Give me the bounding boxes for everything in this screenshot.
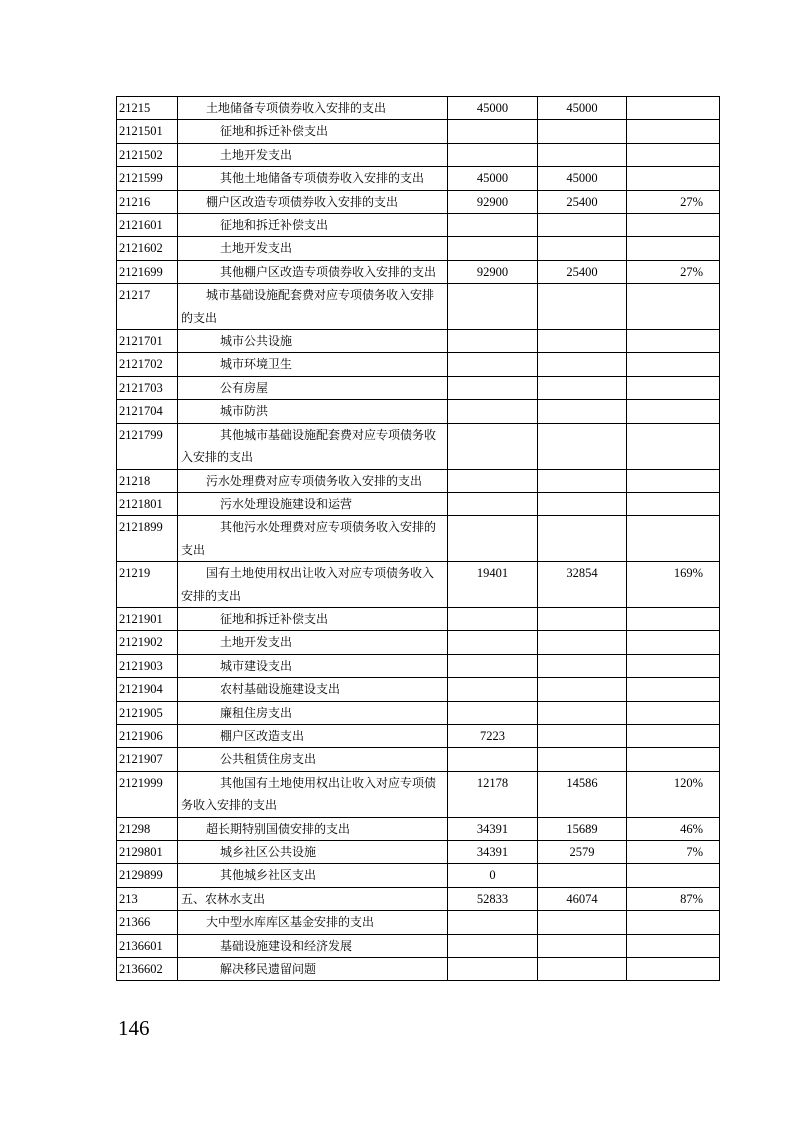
item-name-cell: 污水处理设施建设和运营	[178, 492, 448, 515]
percent-cell	[627, 237, 720, 260]
code-cell: 21219	[117, 562, 178, 608]
table-row	[117, 353, 720, 376]
page-number: 146	[118, 1016, 150, 1040]
code-cell: 2136601	[117, 934, 178, 957]
item-name-cell: 其他国有土地使用权出让收入对应专项债务收入安排的支出	[178, 771, 448, 817]
table-row	[117, 771, 720, 817]
table-row	[117, 284, 720, 330]
actual-value-cell	[538, 330, 627, 353]
code-cell: 2121699	[117, 260, 178, 283]
actual-value-cell	[538, 724, 627, 747]
actual-value-cell: 45000	[538, 97, 627, 120]
item-name-cell: 大中型水库库区基金安排的支出	[178, 911, 448, 934]
budget-value-cell	[448, 284, 538, 330]
table-row	[117, 631, 720, 654]
budget-value-cell: 92900	[448, 260, 538, 283]
code-cell: 21298	[117, 817, 178, 840]
budget-value-cell: 34391	[448, 817, 538, 840]
percent-cell	[627, 701, 720, 724]
code-cell: 2121502	[117, 143, 178, 166]
percent-cell	[627, 143, 720, 166]
actual-value-cell	[538, 748, 627, 771]
item-name-cell: 城市环境卫生	[178, 353, 448, 376]
budget-value-cell	[448, 120, 538, 143]
item-name-cell: 解决移民遗留问题	[178, 958, 448, 981]
budget-value-cell	[448, 353, 538, 376]
actual-value-cell	[538, 143, 627, 166]
table-row	[117, 864, 720, 887]
table-row	[117, 748, 720, 771]
percent-cell	[627, 748, 720, 771]
item-name-cell: 棚户区改造专项债券收入安排的支出	[178, 190, 448, 213]
budget-value-cell	[448, 400, 538, 423]
table-row	[117, 654, 720, 677]
budget-value-cell	[448, 469, 538, 492]
table-row	[117, 841, 720, 864]
code-cell: 2121904	[117, 678, 178, 701]
budget-value-cell	[448, 143, 538, 166]
actual-value-cell: 25400	[538, 260, 627, 283]
percent-cell	[627, 678, 720, 701]
item-name-cell: 征地和拆迁补偿支出	[178, 120, 448, 143]
item-name-cell: 土地储备专项债券收入安排的支出	[178, 97, 448, 120]
budget-value-cell	[448, 654, 538, 677]
code-cell: 21216	[117, 190, 178, 213]
percent-cell	[627, 492, 720, 515]
budget-value-cell	[448, 958, 538, 981]
budget-value-cell	[448, 701, 538, 724]
budget-value-cell	[448, 911, 538, 934]
budget-value-cell: 45000	[448, 167, 538, 190]
code-cell: 2121905	[117, 701, 178, 724]
table-row	[117, 911, 720, 934]
actual-value-cell	[538, 654, 627, 677]
code-cell: 2121701	[117, 330, 178, 353]
percent-cell	[627, 654, 720, 677]
code-cell: 2121902	[117, 631, 178, 654]
table-row	[117, 887, 720, 910]
percent-cell	[627, 120, 720, 143]
item-name-cell: 基础设施建设和经济发展	[178, 934, 448, 957]
actual-value-cell: 14586	[538, 771, 627, 817]
table-row	[117, 516, 720, 562]
actual-value-cell: 32854	[538, 562, 627, 608]
percent-cell	[627, 353, 720, 376]
actual-value-cell	[538, 631, 627, 654]
percent-cell: 7%	[627, 841, 720, 864]
actual-value-cell	[538, 492, 627, 515]
item-name-cell: 其他城乡社区支出	[178, 864, 448, 887]
item-name-cell: 其他土地储备专项债券收入安排的支出	[178, 167, 448, 190]
budget-value-cell: 19401	[448, 562, 538, 608]
budget-value-cell	[448, 516, 538, 562]
percent-cell	[627, 423, 720, 469]
table-row	[117, 120, 720, 143]
table-row	[117, 376, 720, 399]
item-name-cell: 其他污水处理费对应专项债务收入安排的支出	[178, 516, 448, 562]
item-name-cell: 廉租住房支出	[178, 701, 448, 724]
item-name-cell: 征地和拆迁补偿支出	[178, 214, 448, 237]
code-cell: 213	[117, 887, 178, 910]
item-name-cell: 其他城市基础设施配套费对应专项债务收入安排的支出	[178, 423, 448, 469]
budget-value-cell: 45000	[448, 97, 538, 120]
code-cell: 21366	[117, 911, 178, 934]
actual-value-cell	[538, 864, 627, 887]
percent-cell	[627, 724, 720, 747]
item-name-cell: 公共租赁住房支出	[178, 748, 448, 771]
code-cell: 21217	[117, 284, 178, 330]
actual-value-cell	[538, 376, 627, 399]
table-row	[117, 260, 720, 283]
code-cell: 2121999	[117, 771, 178, 817]
table-body	[117, 97, 720, 981]
percent-cell: 27%	[627, 190, 720, 213]
item-name-cell: 城市防洪	[178, 400, 448, 423]
actual-value-cell	[538, 469, 627, 492]
code-cell: 2121903	[117, 654, 178, 677]
budget-value-cell: 34391	[448, 841, 538, 864]
actual-value-cell	[538, 353, 627, 376]
table-row	[117, 167, 720, 190]
percent-cell	[627, 214, 720, 237]
table-row	[117, 469, 720, 492]
percent-cell	[627, 958, 720, 981]
table-row	[117, 817, 720, 840]
table-row	[117, 678, 720, 701]
item-name-cell: 城乡社区公共设施	[178, 841, 448, 864]
percent-cell	[627, 631, 720, 654]
table-row	[117, 724, 720, 747]
budget-value-cell: 92900	[448, 190, 538, 213]
budget-value-cell	[448, 678, 538, 701]
budget-value-cell	[448, 330, 538, 353]
actual-value-cell	[538, 934, 627, 957]
actual-value-cell: 15689	[538, 817, 627, 840]
actual-value-cell	[538, 423, 627, 469]
actual-value-cell: 46074	[538, 887, 627, 910]
item-name-cell: 土地开发支出	[178, 237, 448, 260]
table-row	[117, 423, 720, 469]
table-row	[117, 400, 720, 423]
percent-cell: 120%	[627, 771, 720, 817]
table-row	[117, 190, 720, 213]
actual-value-cell	[538, 120, 627, 143]
percent-cell	[627, 911, 720, 934]
code-cell: 2129801	[117, 841, 178, 864]
item-name-cell: 五、农林水支出	[178, 887, 448, 910]
percent-cell	[627, 284, 720, 330]
actual-value-cell	[538, 214, 627, 237]
code-cell: 2121901	[117, 607, 178, 630]
budget-value-cell: 7223	[448, 724, 538, 747]
code-cell: 2121702	[117, 353, 178, 376]
actual-value-cell: 2579	[538, 841, 627, 864]
percent-cell: 27%	[627, 260, 720, 283]
budget-value-cell	[448, 934, 538, 957]
percent-cell	[627, 516, 720, 562]
table-row	[117, 934, 720, 957]
budget-value-cell	[448, 607, 538, 630]
item-name-cell: 城市公共设施	[178, 330, 448, 353]
actual-value-cell	[538, 701, 627, 724]
percent-cell	[627, 469, 720, 492]
code-cell: 2121599	[117, 167, 178, 190]
budget-value-cell: 52833	[448, 887, 538, 910]
item-name-cell: 农村基础设施建设支出	[178, 678, 448, 701]
item-name-cell: 其他棚户区改造专项债券收入安排的支出	[178, 260, 448, 283]
item-name-cell: 城市基础设施配套费对应专项债务收入安排的支出	[178, 284, 448, 330]
code-cell: 2129899	[117, 864, 178, 887]
actual-value-cell	[538, 516, 627, 562]
code-cell: 2121801	[117, 492, 178, 515]
table-row	[117, 492, 720, 515]
item-name-cell: 棚户区改造支出	[178, 724, 448, 747]
actual-value-cell	[538, 958, 627, 981]
table-row	[117, 143, 720, 166]
actual-value-cell: 25400	[538, 190, 627, 213]
code-cell: 2121906	[117, 724, 178, 747]
code-cell: 2121799	[117, 423, 178, 469]
actual-value-cell	[538, 400, 627, 423]
budget-value-cell: 12178	[448, 771, 538, 817]
percent-cell	[627, 97, 720, 120]
percent-cell: 169%	[627, 562, 720, 608]
code-cell: 2121703	[117, 376, 178, 399]
item-name-cell: 城市建设支出	[178, 654, 448, 677]
actual-value-cell	[538, 607, 627, 630]
percent-cell	[627, 934, 720, 957]
code-cell: 2121602	[117, 237, 178, 260]
budget-value-cell: 0	[448, 864, 538, 887]
budget-value-cell	[448, 748, 538, 771]
table-row	[117, 214, 720, 237]
code-cell: 2121501	[117, 120, 178, 143]
percent-cell	[627, 607, 720, 630]
code-cell: 21218	[117, 469, 178, 492]
item-name-cell: 污水处理费对应专项债务收入安排的支出	[178, 469, 448, 492]
item-name-cell: 征地和拆迁补偿支出	[178, 607, 448, 630]
table-row	[117, 330, 720, 353]
table-row	[117, 97, 720, 120]
code-cell: 2121601	[117, 214, 178, 237]
percent-cell: 46%	[627, 817, 720, 840]
code-cell: 21215	[117, 97, 178, 120]
code-cell: 2121704	[117, 400, 178, 423]
table-row	[117, 701, 720, 724]
budget-value-cell	[448, 423, 538, 469]
budget-value-cell	[448, 492, 538, 515]
budget-table	[116, 96, 720, 981]
actual-value-cell	[538, 284, 627, 330]
code-cell: 2121907	[117, 748, 178, 771]
budget-value-cell	[448, 376, 538, 399]
budget-value-cell	[448, 631, 538, 654]
item-name-cell: 超长期特别国债安排的支出	[178, 817, 448, 840]
percent-cell: 87%	[627, 887, 720, 910]
code-cell: 2121899	[117, 516, 178, 562]
table-row	[117, 607, 720, 630]
percent-cell	[627, 864, 720, 887]
actual-value-cell	[538, 237, 627, 260]
item-name-cell: 土地开发支出	[178, 143, 448, 166]
actual-value-cell: 45000	[538, 167, 627, 190]
actual-value-cell	[538, 678, 627, 701]
actual-value-cell	[538, 911, 627, 934]
budget-value-cell	[448, 214, 538, 237]
budget-value-cell	[448, 237, 538, 260]
percent-cell	[627, 167, 720, 190]
code-cell: 2136602	[117, 958, 178, 981]
percent-cell	[627, 376, 720, 399]
table-row	[117, 562, 720, 608]
table-row	[117, 958, 720, 981]
percent-cell	[627, 330, 720, 353]
percent-cell	[627, 400, 720, 423]
item-name-cell: 国有土地使用权出让收入对应专项债务收入安排的支出	[178, 562, 448, 608]
item-name-cell: 土地开发支出	[178, 631, 448, 654]
table-row	[117, 237, 720, 260]
item-name-cell: 公有房屋	[178, 376, 448, 399]
